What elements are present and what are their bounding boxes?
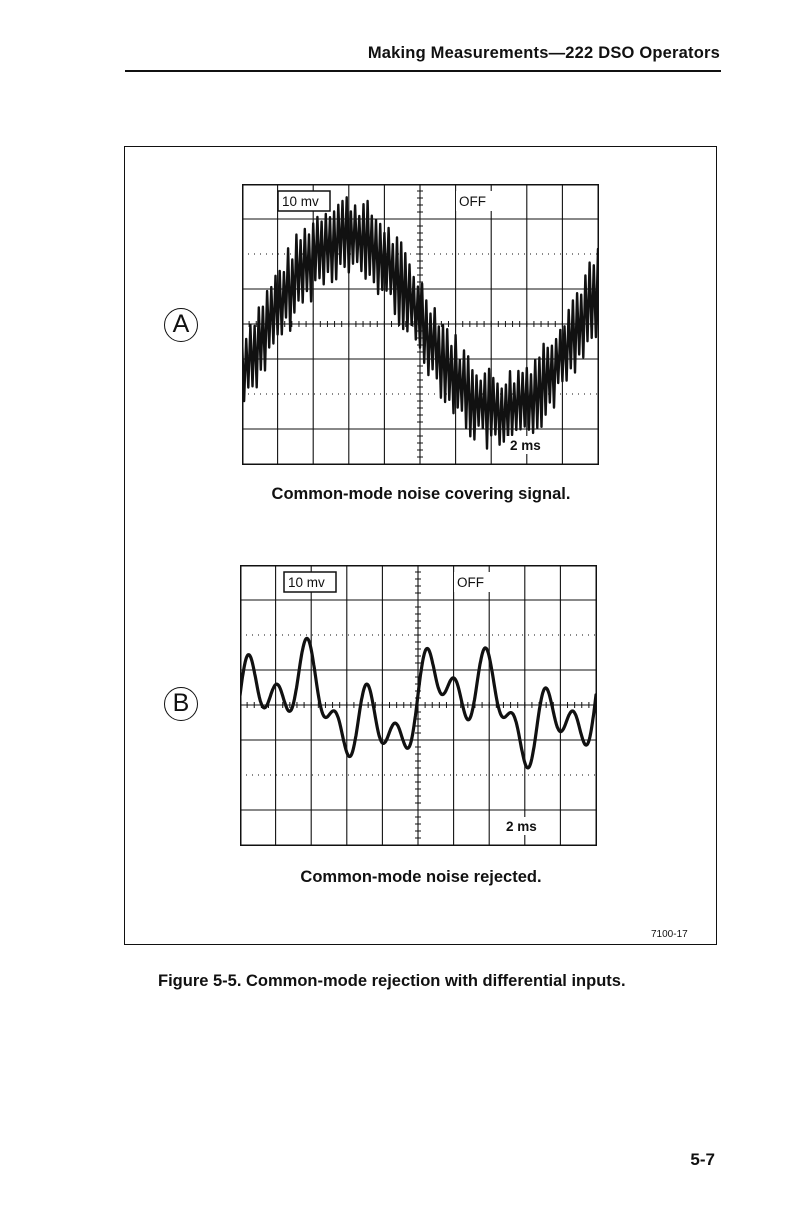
time-div-readout-a: [506, 436, 548, 454]
header-rule: [125, 70, 721, 72]
volts-div-readout-a: [278, 191, 330, 211]
svg-text:OFF: OFF: [457, 575, 484, 590]
scope-screen-b: [240, 565, 597, 846]
panel-b-badge: B: [164, 687, 198, 721]
figure-caption: Figure 5-5. Common-mode rejection with differential inputs.: [158, 972, 626, 990]
panel-a-caption: Common-mode noise covering signal.: [271, 485, 571, 503]
trigger-readout-a: [456, 191, 496, 211]
running-header: Making Measurements—222 DSO Operators: [367, 44, 720, 62]
trigger-readout-b: [454, 572, 494, 592]
svg-text:10 mv: 10 mv: [282, 194, 319, 209]
page-number: 5-7: [690, 1150, 715, 1169]
svg-text:2 ms: 2 ms: [506, 819, 537, 834]
panel-a-badge: A: [164, 308, 198, 342]
svg-text:OFF: OFF: [459, 194, 486, 209]
svg-text:2 ms: 2 ms: [510, 438, 541, 453]
panel-b-caption: Common-mode noise rejected.: [300, 868, 542, 886]
figure-id: 7100-17: [651, 929, 688, 940]
volts-div-readout-b: [284, 572, 336, 592]
svg-text:10 mv: 10 mv: [288, 575, 325, 590]
scope-screen-a: [242, 184, 599, 465]
time-div-readout-b: [502, 817, 546, 835]
